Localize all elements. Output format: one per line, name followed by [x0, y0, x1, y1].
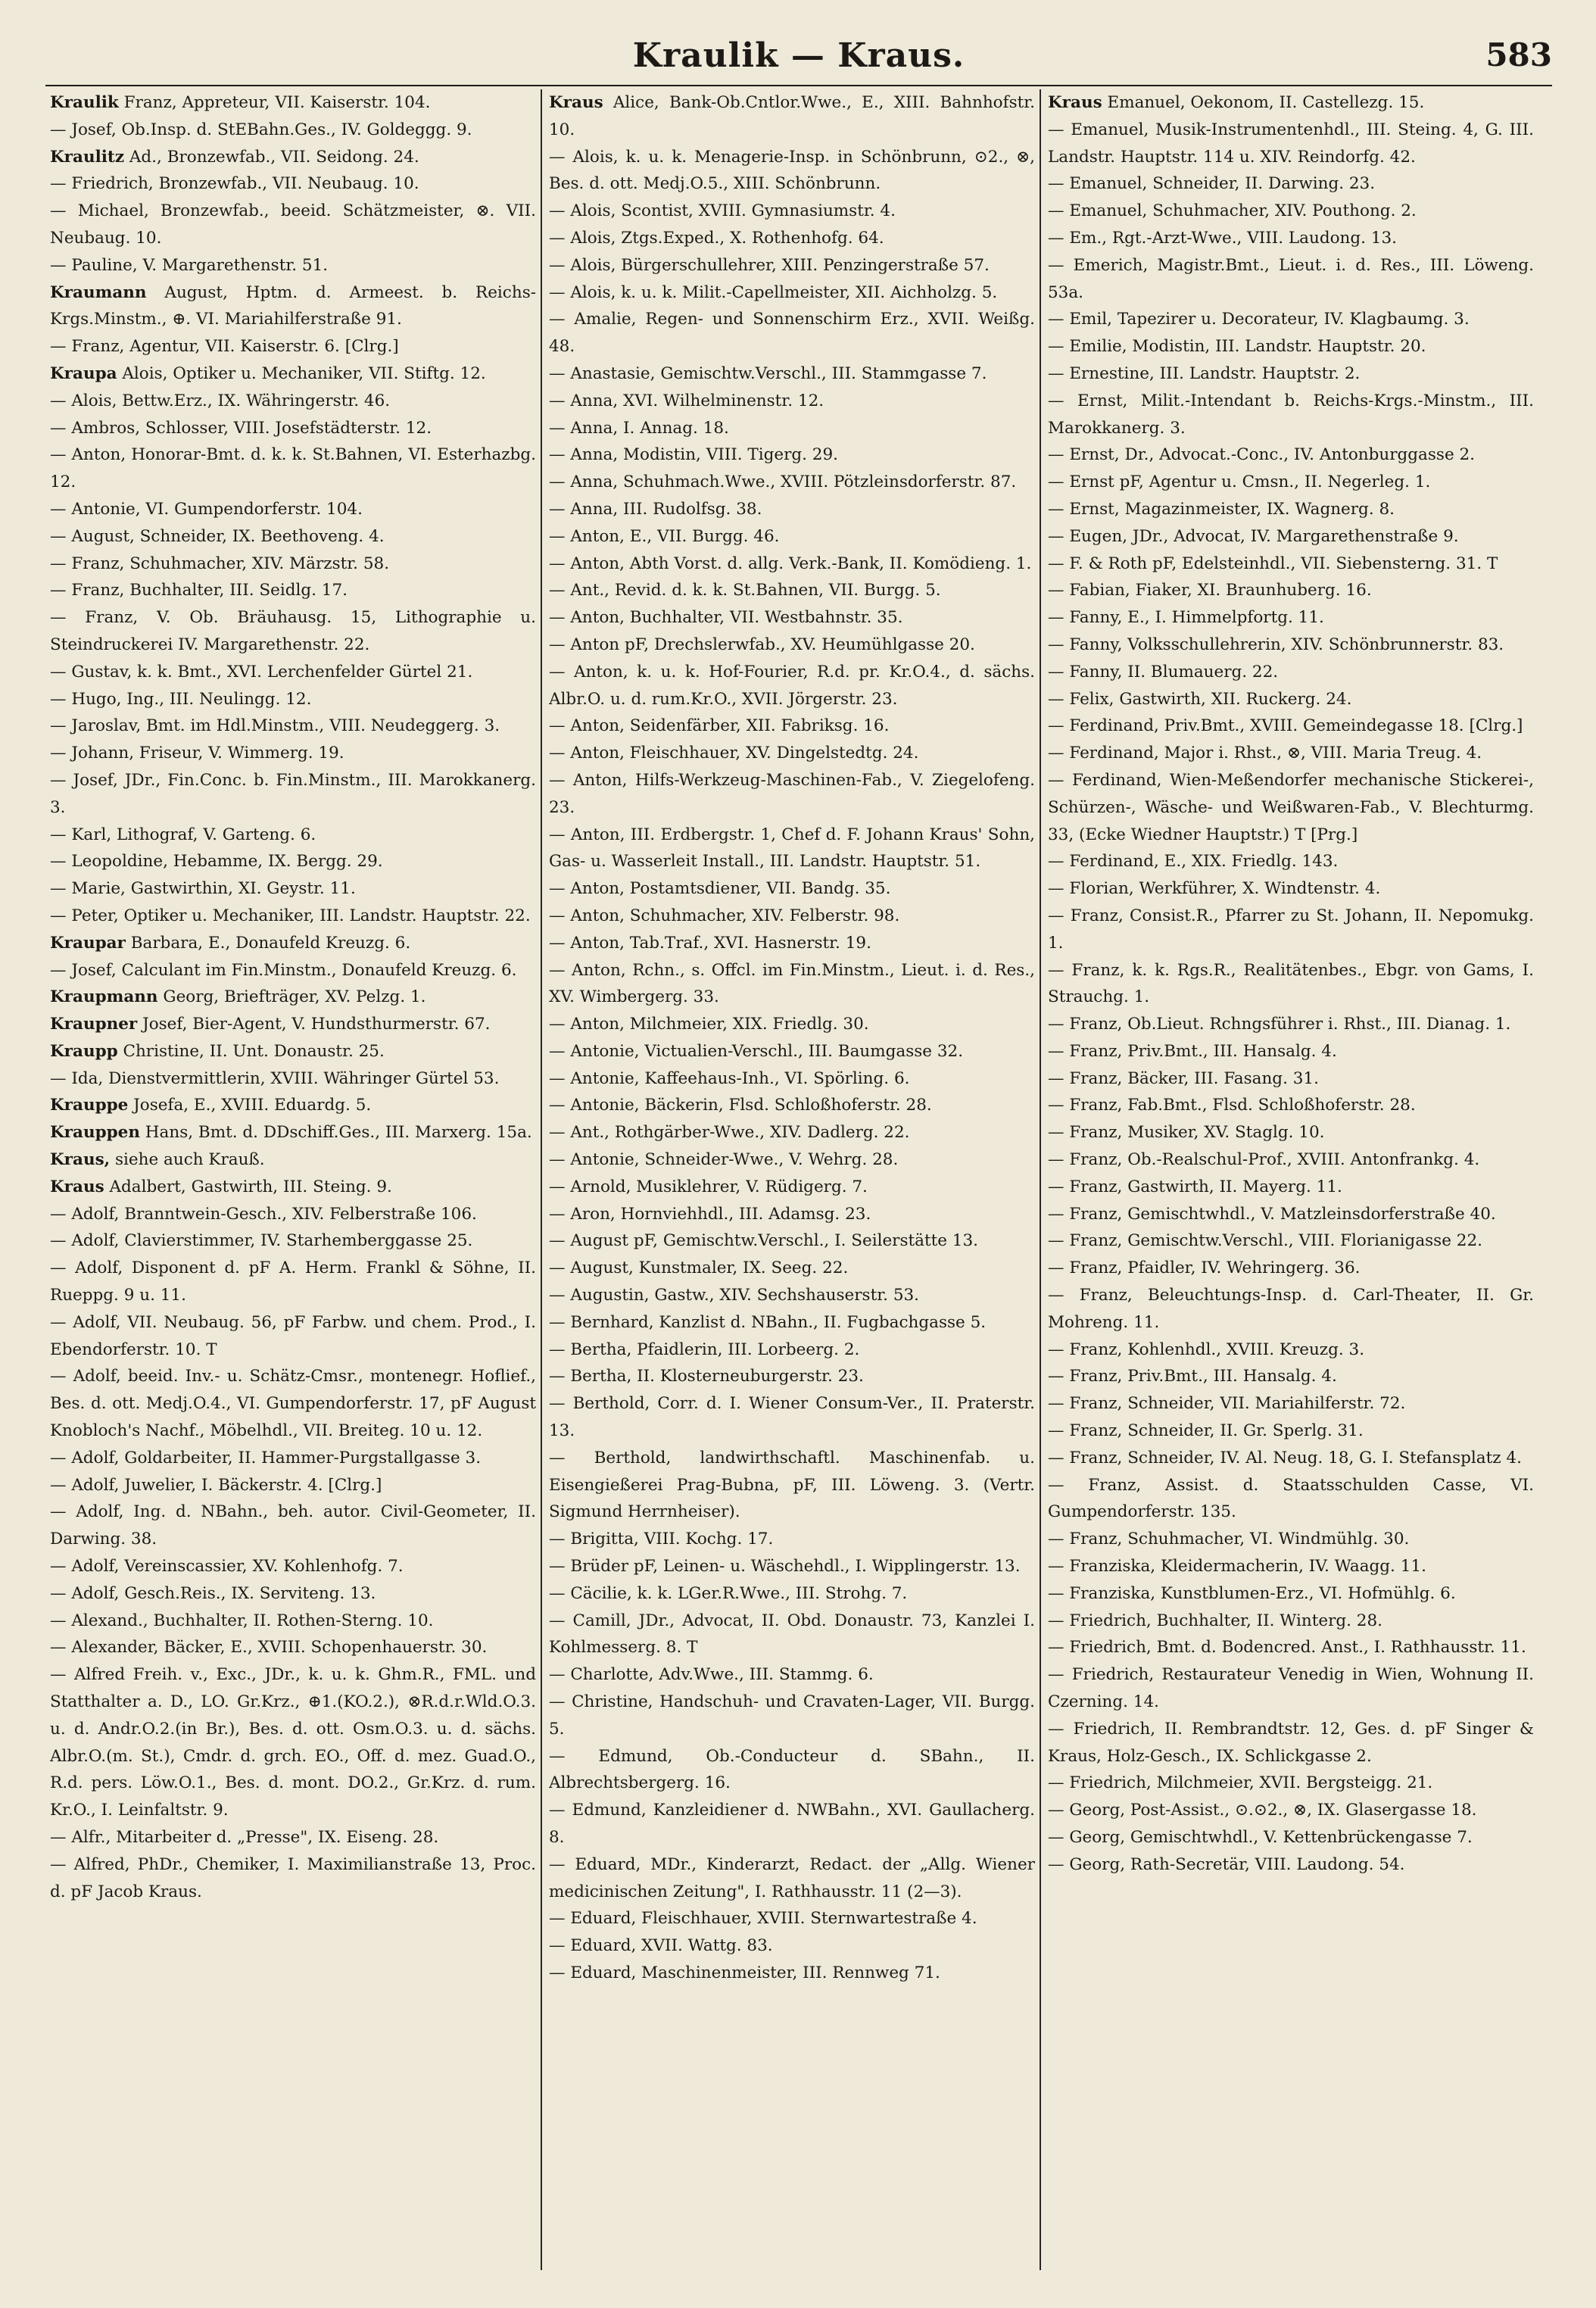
directory-entry: — Fanny, Volksschullehrerin, XIV. Schönbrunnerstr. 83. [1048, 635, 1504, 654]
directory-entry: — Franz, Schuhmacher, XIV. Märzstr. 58. [50, 554, 390, 573]
directory-entry: — F. & Roth pF, Edelsteinhdl., VII. Siebensterng. 31. T [1048, 554, 1498, 573]
page-number: 583 [1485, 36, 1552, 73]
directory-entry: — Franz, Schneider, II. Gr. Sperlg. 31. [1048, 1421, 1364, 1441]
directory-entry: — Franz, Gastwirth, II. Mayerg. 11. [1048, 1177, 1342, 1196]
column-3 [1048, 89, 1534, 2278]
directory-entry: — Franz, V. Ob. Bräuhausg. 15, Lithographie u. Steindruckerei IV. Margarethenstr. 22. [50, 608, 536, 654]
directory-entry: — Jaroslav, Bmt. im Hdl.Minstm., VIII. Neudeggerg. 3. [50, 716, 500, 736]
directory-entry: — Adolf, Vereinscassier, XV. Kohlenhofg. 7. [50, 1557, 404, 1577]
directory-entry: — Adolf, Disponent d. pF A. Herm. Frankl & Söhne, II. Rueppg. 9 u. 11. [50, 1258, 536, 1305]
directory-entry: Kraulitz Ad., Bronzewfab., VII. Seidong. 24. [50, 147, 419, 167]
directory-entry: — Aron, Hornviehhdl., III. Adamsg. 23. [549, 1204, 871, 1224]
directory-entry: — Ernestine, III. Landstr. Hauptstr. 2. [1048, 363, 1361, 383]
directory-entry: — Anna, I. Annag. 18. [549, 418, 729, 438]
directory-entry: — Eduard, XVII. Wattg. 83. [549, 1936, 773, 1956]
directory-entry: — Felix, Gastwirth, XII. Ruckerg. 24. [1048, 689, 1352, 709]
directory-entry: — Anton, Honorar-Bmt. d. k. k. St.Bahnen, VI. Esterhazbg. 12. [50, 445, 536, 492]
directory-entry: — Brüder pF, Leinen- u. Wäschehdl., I. Wipplingerstr. 13. [549, 1557, 1021, 1577]
directory-entry: — Anton, Tab.Traf., XVI. Hasnerstr. 19. [549, 933, 871, 953]
directory-entry: — Friedrich, Buchhalter, II. Winterg. 28. [1048, 1611, 1382, 1630]
directory-entry: — Bernhard, Kanzlist d. NBahn., II. Fugbachgasse 5. [549, 1312, 987, 1332]
directory-entry: — Alois, k. u. k. Menagerie-Insp. in Schönbrunn, ⊙2., ⊗, Bes. d. ott. Medj.O.5., XIII. Schönbrunn. [549, 147, 1035, 194]
directory-entry: — Josef, Ob.Insp. d. StEBahn.Ges., IV. Goldeggg. 9. [50, 120, 472, 139]
directory-entry: — Friedrich, Milchmeier, XVII. Bergsteigg. 21. [1048, 1773, 1433, 1793]
directory-entry: — Ferdinand, Priv.Bmt., XVIII. Gemeindegasse 18. [Clrg.] [1048, 716, 1523, 736]
directory-entry: — Bertha, II. Klosterneuburgerstr. 23. [549, 1367, 864, 1386]
directory-entry: — Antonie, VI. Gumpendorferstr. 104. [50, 499, 363, 519]
directory-entry: — Anna, XVI. Wilhelminenstr. 12. [549, 391, 824, 410]
directory-entry: — Adolf, VII. Neubaug. 56, pF Farbw. und chem. Prod., I. Ebendorferstr. 10. T [50, 1312, 536, 1359]
directory-entry: — Ernst pF, Agentur u. Cmsn., II. Negerleg. 1. [1048, 473, 1431, 492]
directory-entry: — Bertha, Pfaidlerin, III. Lorbeerg. 2. [549, 1340, 860, 1359]
directory-entry: — Fanny, II. Blumauerg. 22. [1048, 662, 1279, 681]
directory-entry: — Franz, Gemischtw.Verschl., VIII. Florianigasse 22. [1048, 1231, 1482, 1251]
directory-entry: — Franz, Priv.Bmt., III. Hansalg. 4. [1048, 1041, 1337, 1061]
directory-entry: — Em., Rgt.-Arzt-Wwe., VIII. Laudong. 13. [1048, 228, 1397, 248]
directory-entry: — Emanuel, Schneider, II. Darwing. 23. [1048, 174, 1376, 194]
directory-entry: — Eugen, JDr., Advocat, IV. Margarethenstraße 9. [1048, 526, 1459, 546]
directory-entry: Kraus Emanuel, Oekonom, II. Castellezg. 15. [1048, 93, 1425, 112]
directory-entry: — Anton, Rchn., s. Offcl. im Fin.Minstm., Lieut. i. d. Res., XV. Wimbergerg. 33. [549, 960, 1035, 1007]
directory-entry: — Franz, Schuhmacher, VI. Windmühlg. 30. [1048, 1530, 1410, 1549]
directory-entry: — Georg, Rath-Secretär, VIII. Laudong. 54. [1048, 1854, 1405, 1874]
directory-entry: — Franziska, Kunstblumen-Erz., VI. Hofmühlg. 6. [1048, 1583, 1456, 1603]
directory-entry: — Adolf, Gesch.Reis., IX. Serviteng. 13. [50, 1583, 376, 1603]
directory-entry: — Josef, JDr., Fin.Conc. b. Fin.Minstm., III. Marokkanerg. 3. [50, 770, 536, 817]
directory-entry: — Brigitta, VIII. Kochg. 17. [549, 1530, 774, 1549]
directory-entry: — Anton, Seidenfärber, XII. Fabriksg. 16. [549, 716, 890, 736]
directory-entry: — Anton pF, Drechslerwfab., XV. Heumühlgasse 20. [549, 635, 975, 654]
directory-entry: — Christine, Handschuh- und Cravaten-Lager, VII. Burgg. 5. [549, 1692, 1035, 1739]
directory-entry: — Anton, Hilfs-Werkzeug-Maschinen-Fab., V. Ziegelofeng. 23. [549, 770, 1035, 817]
directory-entry: — Fabian, Fiaker, XI. Braunhuberg. 16. [1048, 581, 1372, 600]
directory-entry: — Franz, Schneider, IV. Al. Neug. 18, G. I. Stefansplatz 4. [1048, 1448, 1522, 1467]
directory-entry: — Franz, k. k. Rgs.R., Realitätenbes., Ebgr. von Gams, I. Strauchg. 1. [1048, 960, 1534, 1007]
directory-entry: — Ida, Dienstvermittlerin, XVIII. Währinger Gürtel 53. [50, 1068, 500, 1088]
directory-entry: — Emanuel, Schuhmacher, XIV. Pouthong. 2. [1048, 201, 1417, 221]
header-rule [45, 85, 1552, 86]
directory-entry: — Anton, Schuhmacher, XIV. Felberstr. 98. [549, 906, 900, 925]
directory-entry: — Emil, Tapezirer u. Decorateur, IV. Klagbaumg. 3. [1048, 310, 1470, 329]
directory-entry: — August pF, Gemischtw.Verschl., I. Seilerstätte 13. [549, 1231, 978, 1251]
column-divider [541, 89, 542, 2270]
directory-entry: — Franziska, Kleidermacherin, IV. Waagg. 11. [1048, 1557, 1426, 1577]
directory-entry: — Ant., Rothgärber-Wwe., XIV. Dadlerg. 22. [549, 1123, 910, 1143]
directory-entry: — Franz, Buchhalter, III. Seidlg. 17. [50, 581, 348, 600]
directory-entry: — Edmund, Ob.-Conducteur d. SBahn., II. Albrechtsbergerg. 16. [549, 1746, 1035, 1793]
directory-entry: — Cäcilie, k. k. LGer.R.Wwe., III. Strohg. 7. [549, 1583, 908, 1603]
directory-entry: — Alois, Scontist, XVIII. Gymnasiumstr. 4. [549, 201, 896, 221]
directory-entry: — Josef, Calculant im Fin.Minstm., Donaufeld Kreuzg. 6. [50, 960, 517, 980]
directory-entry: Kraus Adalbert, Gastwirth, III. Steing. 9. [50, 1177, 392, 1196]
directory-entry: — Anton, Fleischhauer, XV. Dingelstedtg. 24. [549, 744, 919, 763]
directory-entry: — Emilie, Modistin, III. Landstr. Hauptstr. 20. [1048, 337, 1426, 357]
directory-entry: — Emerich, Magistr.Bmt., Lieut. i. d. Res., III. Löweng. 53a. [1048, 255, 1534, 302]
directory-entry: — Franz, Musiker, XV. Staglg. 10. [1048, 1123, 1325, 1143]
directory-entry: — Camill, JDr., Advocat, II. Obd. Donaustr. 73, Kanzlei I. Kohlmesserg. 8. T [549, 1611, 1035, 1658]
page-header [45, 30, 1552, 91]
directory-entry: — Ferdinand, Wien-Meßendorfer mechanische Stickerei-, Schürzen-, Wäsche- und Weißwaren-Fab., V. Blechturmg. 33, (Ecke Wiedner Hauptstr.) T [Prg.] [1048, 770, 1534, 844]
directory-entry: — Franz, Pfaidler, IV. Wehringerg. 36. [1048, 1258, 1361, 1278]
directory-entry: Kraupp Christine, II. Unt. Donaustr. 25. [50, 1041, 385, 1061]
directory-entry: — Alois, Bettw.Erz., IX. Währingerstr. 46. [50, 391, 391, 410]
directory-entry: — Alois, Bürgerschullehrer, XIII. Penzingerstraße 57. [549, 255, 990, 275]
directory-entry: — Franz, Agentur, VII. Kaiserstr. 6. [Clrg.] [50, 337, 399, 357]
column-divider [1040, 89, 1041, 2270]
directory-entry: — Franz, Assist. d. Staatsschulden Casse, VI. Gumpendorferstr. 135. [1048, 1475, 1534, 1522]
directory-entry: — Berthold, Corr. d. I. Wiener Consum-Ver., II. Praterstr. 13. [549, 1394, 1035, 1441]
directory-entry: — Emanuel, Musik-Instrumentenhdl., III. Steing. 4, G. III. Landstr. Hauptstr. 114 u. XIV. Reindorfg. 42. [1048, 120, 1534, 167]
directory-entry: — Friedrich, Bronzewfab., VII. Neubaug. 10. [50, 174, 419, 194]
directory-entry: — Alois, Ztgs.Exped., X. Rothenhofg. 64. [549, 228, 884, 248]
directory-entry: — Gustav, k. k. Bmt., XVI. Lerchenfelder Gürtel 21. [50, 662, 473, 681]
directory-entry: Kraus, siehe auch Krauß. [50, 1150, 265, 1170]
directory-entry: — Alexand., Buchhalter, II. Rothen-Sterng. 10. [50, 1611, 434, 1630]
directory-entry: — Franz, Schneider, VII. Mariahilferstr. 72. [1048, 1394, 1406, 1414]
directory-entry: — Anna, III. Rudolfsg. 38. [549, 499, 762, 519]
directory-entry: — Alfr., Mitarbeiter d. „Presse", IX. Eiseng. 28. [50, 1828, 439, 1847]
directory-entry: Kraus Alice, Bank-Ob.Cntlor.Wwe., E., XIII. Bahnhofstr. 10. [549, 93, 1035, 139]
directory-entry: — Berthold, landwirthschaftl. Maschinenfab. u. Eisengießerei Prag-Bubna, pF, III. Löweng. 3. (Vertr. Sigmund Herrnheiser). [549, 1448, 1035, 1522]
directory-entry: — Eduard, Maschinenmeister, III. Rennweg 71. [549, 1963, 940, 1982]
directory-entry: — Florian, Werkführer, X. Windtenstr. 4. [1048, 879, 1381, 899]
directory-entry: — Johann, Friseur, V. Wimmerg. 19. [50, 744, 344, 763]
directory-entry: Kraulik Franz, Appreteur, VII. Kaiserstr. 104. [50, 93, 431, 112]
directory-entry: — Anton, E., VII. Burgg. 46. [549, 526, 780, 546]
directory-entry: — Ernst, Magazinmeister, IX. Wagnerg. 8. [1048, 499, 1395, 519]
directory-entry: — Michael, Bronzewfab., beeid. Schätzmeister, ⊗. VII. Neubaug. 10. [50, 201, 536, 248]
directory-entry: — Augustin, Gastw., XIV. Sechshauserstr. 53. [549, 1286, 920, 1305]
directory-entry: — Antonie, Bäckerin, Flsd. Schloßhoferstr. 28. [549, 1096, 932, 1115]
directory-entry: — Adolf, Branntwein-Gesch., XIV. Felberstraße 106. [50, 1204, 477, 1224]
directory-entry: Krauppe Josefa, E., XVIII. Eduardg. 5. [50, 1096, 372, 1115]
directory-entry: — Adolf, Clavierstimmer, IV. Starhemberggasse 25. [50, 1231, 473, 1251]
directory-entry: — Amalie, Regen- und Sonnenschirm Erz., XVII. Weißg. 48. [549, 310, 1035, 357]
directory-entry: Krauppen Hans, Bmt. d. DDschiff.Ges., III. Marxerg. 15a. [50, 1123, 532, 1143]
directory-entry: — Anton, Abth Vorst. d. allg. Verk.-Bank, II. Komödieng. 1. [549, 554, 1032, 573]
directory-entry: — Edmund, Kanzleidiener d. NWBahn., XVI. Gaullacherg. 8. [549, 1801, 1035, 1847]
directory-entry: — August, Kunstmaler, IX. Seeg. 22. [549, 1258, 849, 1278]
directory-entry: Kraupar Barbara, E., Donaufeld Kreuzg. 6. [50, 933, 411, 953]
directory-entry: — Alois, k. u. k. Milit.-Capellmeister, XII. Aichholzg. 5. [549, 282, 998, 302]
directory-entry: — Anastasie, Gemischtw.Verschl., III. Stammgasse 7. [549, 363, 987, 383]
directory-entry: — Georg, Gemischtwhdl., V. Kettenbrückengasse 7. [1048, 1828, 1473, 1847]
directory-entry: — Ferdinand, Major i. Rhst., ⊗, VIII. Maria Treug. 4. [1048, 744, 1482, 763]
directory-entry: Kraumann August, Hptm. d. Armeest. b. Reichs-Krgs.Minstm., ⊕. VI. Mariahilferstraße 91. [50, 282, 536, 329]
directory-entry: — Ernst, Milit.-Intendant b. Reichs-Krgs.-Minstm., III. Marokkanerg. 3. [1048, 391, 1534, 438]
directory-entry: — Leopoldine, Hebamme, IX. Bergg. 29. [50, 852, 383, 872]
directory-entry: — Franz, Bäcker, III. Fasang. 31. [1048, 1068, 1319, 1088]
directory-entry: — Antonie, Kaffeehaus-Inh., VI. Spörling. 6. [549, 1068, 910, 1088]
directory-entry: — Fanny, E., I. Himmelpfortg. 11. [1048, 608, 1324, 628]
directory-entry: — Anton, Postamtsdiener, VII. Bandg. 35. [549, 879, 891, 899]
directory-entry: — Ambros, Schlosser, VIII. Josefstädterstr. 12. [50, 418, 432, 438]
running-title: Kraulik — Kraus. [632, 36, 965, 75]
directory-entry: — Georg, Post-Assist., ⊙.⊙2., ⊗, IX. Glasergasse 18. [1048, 1801, 1477, 1820]
directory-entry: — Hugo, Ing., III. Neulingg. 12. [50, 689, 312, 709]
directory-entry: — Alexander, Bäcker, E., XVIII. Schopenhauerstr. 30. [50, 1638, 488, 1658]
directory-entry: — Franz, Kohlenhdl., XVIII. Kreuzg. 3. [1048, 1340, 1365, 1359]
directory-entry: — Charlotte, Adv.Wwe., III. Stammg. 6. [549, 1665, 874, 1685]
directory-entry: — Pauline, V. Margarethenstr. 51. [50, 255, 329, 275]
directory-entry: — Friedrich, Restaurateur Venedig in Wien, Wohnung II. Czerning. 14. [1048, 1665, 1534, 1712]
directory-entry: — Anton, Buchhalter, VII. Westbahnstr. 35. [549, 608, 903, 628]
directory-entry: — Adolf, Ing. d. NBahn., beh. autor. Civil-Geometer, II. Darwing. 38. [50, 1502, 536, 1549]
directory-entry: — Anna, Schuhmach.Wwe., XVIII. Pötzleinsdorferstr. 87. [549, 473, 1017, 492]
directory-entry: — Antonie, Victualien-Verschl., III. Baumgasse 32. [549, 1041, 964, 1061]
directory-entry: — Franz, Beleuchtungs-Insp. d. Carl-Theater, II. Gr. Mohreng. 11. [1048, 1286, 1534, 1332]
directory-entry: — Franz, Ob.-Realschul-Prof., XVIII. Antonfrankg. 4. [1048, 1150, 1480, 1170]
directory-entry: — Franz, Consist.R., Pfarrer zu St. Johann, II. Nepomukg. 1. [1048, 906, 1534, 953]
directory-entry: — Adolf, Goldarbeiter, II. Hammer-Purgstallgasse 3. [50, 1448, 482, 1467]
directory-entry: — Franz, Gemischtwhdl., V. Matzleinsdorferstraße 40. [1048, 1204, 1496, 1224]
directory-entry: — Alfred, PhDr., Chemiker, I. Maximilianstraße 13, Proc. d. pF Jacob Kraus. [50, 1854, 536, 1901]
directory-entry: — Friedrich, Bmt. d. Bodencred. Anst., I. Rathhausstr. 11. [1048, 1638, 1526, 1658]
directory-entry: Kraupner Josef, Bier-Agent, V. Hundsthurmerstr. 67. [50, 1015, 491, 1034]
directory-entry: — Adolf, Juwelier, I. Bäckerstr. 4. [Clrg.] [50, 1475, 382, 1495]
column-1 [50, 89, 536, 2278]
directory-entry: — Franz, Priv.Bmt., III. Hansalg. 4. [1048, 1367, 1337, 1386]
directory-entry: — Ernst, Dr., Advocat.-Conc., IV. Antonburggasse 2. [1048, 445, 1476, 465]
directory-entry: — Alfred Freih. v., Exc., JDr., k. u. k. Ghm.R., FML. und Statthalter a. D., LO. Gr.Krz., ⊕1.(KO.2.), ⊗R.d.r.Wld.O.3. u. d. Andr.O.2.(in Br.), Bes. d. ott. Osm.O.3. u. d. sächs. Albr.O.(m. St.), Cmdr. d. grch. EO., Off. d. mez. Guad.O., R.d. pers. Löw.O.1., Bes. d. mont. DO.2., Gr.Krz. d. rum. Kr.O., I. Leinfaltstr. 9. [50, 1665, 536, 1820]
directory-entry: — Eduard, MDr., Kinderarzt, Redact. der „Allg. Wiener medicinischen Zeitung", I. Rathhausstr. 11 (2—3). [549, 1854, 1035, 1901]
directory-entry: — Ant., Revid. d. k. k. St.Bahnen, VII. Burgg. 5. [549, 581, 941, 600]
directory-entry: — Arnold, Musiklehrer, V. Rüdigerg. 7. [549, 1177, 868, 1196]
directory-entry: — Franz, Ob.Lieut. Rchngsführer i. Rhst., III. Dianag. 1. [1048, 1015, 1511, 1034]
directory-entry: Kraupa Alois, Optiker u. Mechaniker, VII. Stiftg. 12. [50, 363, 486, 383]
directory-entry: — Karl, Lithograf, V. Garteng. 6. [50, 825, 316, 844]
directory-entry: — Marie, Gastwirthin, XI. Geystr. 11. [50, 879, 356, 899]
directory-entry: — Franz, Fab.Bmt., Flsd. Schloßhoferstr. 28. [1048, 1096, 1416, 1115]
directory-entry: — Peter, Optiker u. Mechaniker, III. Landstr. Hauptstr. 22. [50, 906, 531, 925]
directory-entry: — Friedrich, II. Rembrandtstr. 12, Ges. d. pF Singer & Kraus, Holz-Gesch., IX. Schlickgasse 2. [1048, 1719, 1534, 1766]
directory-entry: — Ferdinand, E., XIX. Friedlg. 143. [1048, 852, 1339, 872]
directory-entry: — August, Schneider, IX. Beethoveng. 4. [50, 526, 385, 546]
directory-entry: Kraupmann Georg, Briefträger, XV. Pelzg. 1. [50, 987, 426, 1007]
directory-entry: — Eduard, Fleischhauer, XVIII. Sternwartestraße 4. [549, 1909, 977, 1929]
directory-entry: — Anna, Modistin, VIII. Tigerg. 29. [549, 445, 838, 465]
directory-entry: — Anton, Milchmeier, XIX. Friedlg. 30. [549, 1015, 869, 1034]
directory-entry: — Adolf, beeid. Inv.- u. Schätz-Cmsr., montenegr. Hoflief., Bes. d. ott. Medj.O.4., VI. Gumpendorferstr. 17, pF August Knobloch's Nachf., Möbelhdl., VII. Breiteg. 10 u. 12. [50, 1367, 536, 1441]
column-2 [549, 89, 1035, 2278]
directory-entry: — Antonie, Schneider-Wwe., V. Wehrg. 28. [549, 1150, 899, 1170]
directory-entry: — Anton, k. u. k. Hof-Fourier, R.d. pr. Kr.O.4., d. sächs. Albr.O. u. d. rum.Kr.O., XVII. Jörgerstr. 23. [549, 662, 1035, 709]
directory-entry: — Anton, III. Erdbergstr. 1, Chef d. F. Johann Kraus' Sohn, Gas- u. Wasserleit Install., III. Landstr. Hauptstr. 51. [549, 825, 1035, 872]
